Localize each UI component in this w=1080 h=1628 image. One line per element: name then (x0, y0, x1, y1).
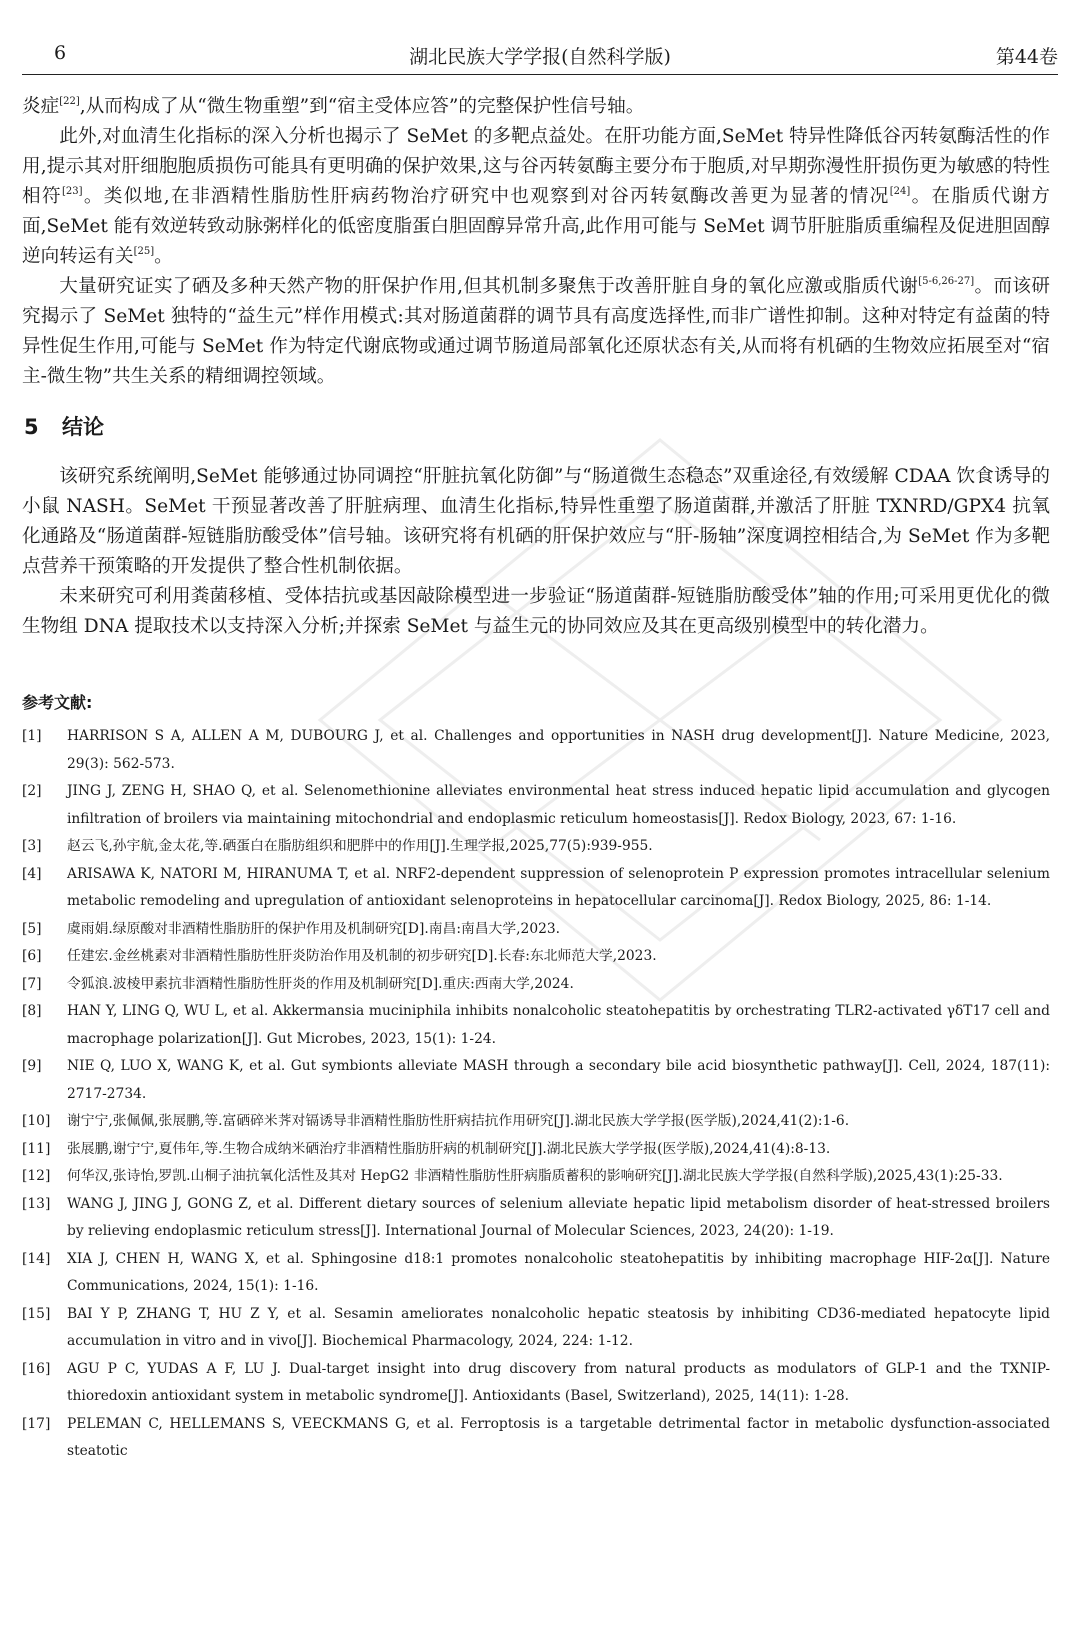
reference-text: PELEMAN C, HELLEMANS S, VEECKMANS G, et al. Ferroptosis is a targetable detrimental factor in metabolic dysfunction-associated steatotic (67, 1415, 1050, 1459)
reference-item (22, 1053, 1050, 1108)
volume-label: 第44卷 (995, 46, 1058, 68)
reference-text: 虞雨娟.绿原酸对非酒精性脂肪肝的保护作用及机制研究[D].南昌:南昌大学,2023. (67, 920, 561, 937)
p3-text-b: 。而该研究揭示了 SeMet 独特的“益生元”样作用模式:其对肠道菌群的调节具有高度选择性,而非广谱性抑制。这种对特定有益菌的特异性促生作用,可能与 SeMet 作为特定代谢底物或通过调节肠道局部氧化还原状态有关,从而将有机硒的生物效应拓展至对“宿主-微生物”共生关系的精细调控领域。 (22, 276, 1050, 387)
conclusion-paragraph: 该研究系统阐明,SeMet 能够通过协同调控“肝脏抗氧化防御”与“肠道微生态稳态”双重途径,有效缓解 CDAA 饮食诱导的小鼠 NASH。SeMet 干预显著改善了肝脏病理、血清生化指标,特异性重塑了肠道菌群,并激活了肝脏 TXNRD/GPX4 抗氧化通路及“肠道菌群-短链脂肪酸受体”信号轴。该研究将有机硒的肝保护效应与“肝-肠轴”深度调控相结合,为 SeMet 作为多靶点营养干预策略的开发提供了整合性机制依据。 (22, 466, 1050, 577)
citation: [25] (133, 246, 155, 257)
citation: [23] (61, 186, 83, 197)
p3-text-a: 大量研究证实了硒及多种天然产物的肝保护作用,但其机制多聚焦于改善肝脏自身的氧化应激或脂质代谢 (59, 276, 919, 297)
reference-text: NIE Q, LUO X, WANG K, et al. Gut symbionts alleviate MASH through a secondary bile acid biosynthetic pathway[J]. Cell, 2024, 187(11): 2717-2734. (67, 1058, 1050, 1102)
p2-text-b: 。类似地,在非酒精性脂肪性肝病药物治疗研究中也观察到对谷丙转氨酶改善更为显著的情况 (82, 186, 890, 207)
reference-item (22, 1411, 1050, 1466)
reference-item (22, 1246, 1050, 1301)
reference-item (22, 778, 1050, 833)
references-list (22, 723, 1050, 1466)
reference-item (22, 1301, 1050, 1356)
reference-number: [8] (22, 1003, 42, 1019)
reference-item (22, 861, 1050, 916)
reference-number: [13] (22, 1195, 51, 1212)
reference-text: ARISAWA K, NATORI M, HIRANUMA T, et al. NRF2-dependent suppression of selenoprotein P expression promotes intracellular selenium metabolic remodeling and upregulation of antioxidant selenoproteins in hepatocellular carcinoma[J]. Redox Biology, 2025, 86: 1-14. (67, 865, 1050, 909)
reference-number: [16] (22, 1360, 51, 1377)
conclusion-paragraph: 未来研究可利用粪菌移植、受体拮抗或基因敲除模型进一步验证“肠道菌群-短链脂肪酸受体”轴的作用;可采用更优化的微生物组 DNA 提取技术以支持深入分析;并探索 SeMet 与益生元的协同效应及其在更高级别模型中的转化潜力。 (22, 586, 1050, 637)
citation: [24] (889, 186, 911, 197)
reference-text: 谢宁宁,张佩佩,张展鹏,等.富硒碎米荠对镉诱导非酒精性脂肪性肝病拮抗作用研究[J].湖北民族大学学报(医学版),2024,41(2):1-6. (67, 1113, 850, 1129)
reference-number: [2] (22, 783, 42, 799)
reference-item (22, 943, 1050, 971)
reference-text: HAN Y, LING Q, WU L, et al. Akkermansia muciniphila inhibits nonalcoholic steatohepatitis by orchestrating TLR2-activated γδT17 cell and macrophage polarization[J]. Gut Microbes, 2023, 15(1): 1-24. (67, 1003, 1050, 1047)
citation: [22] (59, 96, 80, 107)
reference-text: WANG J, JING J, GONG Z, et al. Different dietary sources of selenium alleviate hepatic lipid metabolism disorder of heat-stressed broilers by relieving endoplasmic reticulum stress[J]. International Journal of Molecular Sciences, 2023, 24(20): 1-19. (67, 1195, 1050, 1239)
reference-number: [15] (22, 1305, 51, 1322)
reference-item (22, 1356, 1050, 1411)
p2-text-d: 。 (154, 246, 173, 267)
reference-text: 任建宏.金丝桃素对非酒精性脂肪性肝炎防治作用及机制的初步研究[D].长春:东北师范大学,2023. (67, 948, 657, 964)
reference-text: HARRISON S A, ALLEN A M, DUBOURG J, et al. Challenges and opportunities in NASH drug development[J]. Nature Medicine, 2023, 29(3): 562-573. (67, 728, 1050, 772)
reference-item (22, 916, 1050, 944)
reference-number: [7] (22, 975, 42, 992)
reference-item (22, 971, 1050, 999)
reference-item (22, 1136, 1050, 1164)
reference-number: [3] (22, 838, 42, 854)
reference-number: [1] (22, 728, 42, 744)
reference-number: [6] (22, 948, 42, 964)
reference-number: [17] (22, 1415, 51, 1432)
reference-item (22, 1163, 1050, 1191)
reference-number: [12] (22, 1168, 51, 1184)
reference-number: [10] (22, 1113, 51, 1129)
article-body (22, 92, 1050, 1466)
paragraph-serum (22, 122, 1050, 272)
reference-number: [14] (22, 1250, 51, 1267)
page-number: 6 (54, 42, 67, 64)
reference-text: 赵云飞,孙宇航,金太花,等.硒蛋白在脂肪组织和肥胖中的作用[J].生理学报,2025,77(5):939-955. (67, 838, 653, 854)
section-number: 5 (24, 415, 39, 439)
reference-item (22, 1191, 1050, 1246)
running-head (22, 40, 1058, 75)
reference-item (22, 723, 1050, 778)
reference-text: BAI Y P, ZHANG T, HU Z Y, et al. Sesamin ameliorates nonalcoholic hepatic steatosis by inhibiting CD36-mediated hepatocyte lipid accumulation in vitro and in vivo[J]. Biochemical Pharmacology, 2024, 224: 1-12. (67, 1305, 1050, 1349)
p1-text-b: ,从而构成了从“微生物重塑”到“宿主受体应答”的完整保护性信号轴。 (79, 96, 645, 117)
journal-title: 湖北民族大学学报(自然科学版) (409, 46, 671, 68)
section-heading (24, 412, 1050, 442)
paragraph-mechanism (22, 272, 1050, 392)
reference-item (22, 833, 1050, 861)
reference-text: JING J, ZENG H, SHAO Q, et al. Selenomethionine alleviates environmental heat stress induced hepatic lipid accumulation and glycogen infiltration of broilers via maintaining mitochondrial and endoplasmic reticulum homeostasis[J]. Redox Biology, 2023, 67: 1-16. (67, 783, 1050, 827)
reference-text: 何华汉,张诗怡,罗凯.山桐子油抗氧化活性及其对 HepG2 非酒精性脂肪性肝病脂质蓄积的影响研究[J].湖北民族大学学报(自然科学版),2025,43(1):25-33. (67, 1168, 1003, 1184)
reference-item (22, 998, 1050, 1053)
reference-number: [4] (22, 865, 42, 882)
reference-number: [5] (22, 920, 42, 937)
reference-number: [11] (22, 1140, 51, 1157)
p1-text-a: 炎症 (22, 96, 60, 117)
reference-text: AGU P C, YUDAS A F, LU J. Dual-target insight into drug discovery from natural products as modulators of GLP-1 and the TXNIP-thioredoxin antioxidant system in metabolic syndrome[J]. Antioxidants (Basel, Switzerland), 2025, 14(11): 1-28. (67, 1360, 1050, 1404)
p2-text-c: 。在脂质代谢方面,SeMet 能有效逆转致动脉粥样化的低密度脂蛋白胆固醇异常升高,此作用可能与 SeMet 调节肝脏脂质重编程及促进胆固醇逆向转运有关 (22, 186, 1050, 267)
p2-text-a: 此外,对血清生化指标的深入分析也揭示了 SeMet 的多靶点益处。在肝功能方面,SeMet 特异性降低谷丙转氨酶活性的作用,提示其对肝细胞胞质损伤可能具有更明确的保护效果,这与谷丙转氨酶主要分布于胞质,对早期弥漫性肝损伤更为敏感的特性相符 (22, 126, 1050, 207)
reference-text: 令狐浪.波棱甲素抗非酒精性脂肪性肝炎的作用及机制研究[D].重庆:西南大学,2024. (67, 975, 574, 992)
section-title: 结论 (62, 415, 104, 439)
reference-number: [9] (22, 1058, 42, 1074)
references-heading: 参考文献: (22, 693, 93, 712)
reference-item (22, 1108, 1050, 1136)
reference-text: 张展鹏,谢宁宁,夏伟年,等.生物合成纳米硒治疗非酒精性脂肪肝病的机制研究[J].湖北民族大学学报(医学版),2024,41(4):8-13. (67, 1140, 831, 1157)
paragraph-continuation (22, 92, 1050, 122)
citation: [5-6,26-27] (918, 276, 975, 287)
reference-text: XIA J, CHEN H, WANG X, et al. Sphingosine d18:1 promotes nonalcoholic steatohepatitis by inhibiting macrophage HIF-2α[J]. Nature Communications, 2024, 15(1): 1-16. (67, 1250, 1050, 1294)
